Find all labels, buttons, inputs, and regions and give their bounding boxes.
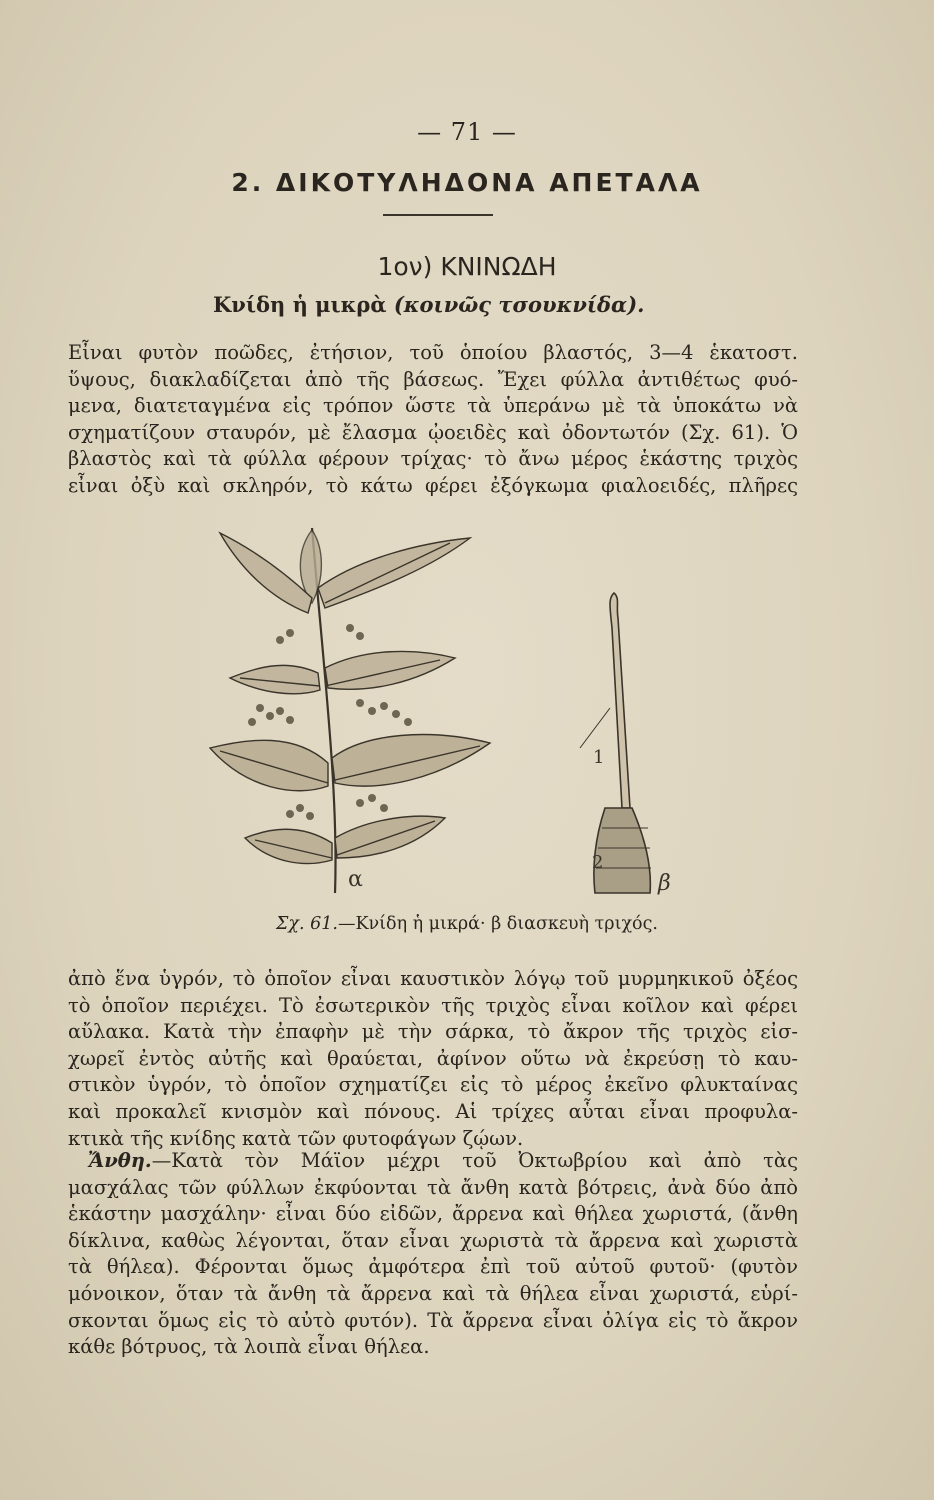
text-line: Εἶναι φυτὸν ποῶδες, ἐτήσιον, τοῦ ὁποίου βλαστός, 3—4 ἑκατοστ. [68,341,798,364]
text-line: ὕψους, διακλαδίζεται ἀπὸ τῆς βάσεως. Ἔχει φύλλα ἀντιθέτως φυό- [68,367,798,391]
text-line: κτικὰ τῆς κνίδης κατὰ τῶν φυτοφάγων ζῴων. [68,1126,524,1150]
text-line: σχηματίζουν σταυρόν, μὲ ἔλασμα ᾠοειδὲς καὶ ὀδοντωτόν (Σχ. 61). Ὁ [68,420,798,444]
species-common-name: (κοινῶς τσουκνίδα). [393,292,645,317]
paragraph-description [68,340,798,500]
text-line: τὸ ὁποῖον περιέχει. Τὸ ἐσωτερικὸν τῆς τριχὸς εἶναι κοῖλον καὶ φέρει [68,993,798,1017]
label-2: 2 [592,852,604,873]
label-b: β [658,871,671,896]
text-line: ἀπὸ ἕνα ὑγρόν, τὸ ὁποῖον εἶναι καυστικὸν λόγῳ τοῦ μυρμηκικοῦ ὀξέος [68,967,798,990]
figure-caption [0,914,934,934]
text-line: στικὸν ὑγρόν, τὸ ὁποῖον σχηματίζει εἰς τὸ μέρος ἐκεῖνο φλυκταίνας [68,1073,798,1097]
text-line: εἶναι ὀξὺ καὶ σκληρόν, τὸ κάτω φέρει ἐξόγκωμα φιαλοειδές, πλῆρες [68,473,798,497]
label-1: 1 [593,747,605,768]
text-line: κάθε βότρυος, τὰ λοιπὰ εἶναι θήλεα. [68,1335,430,1359]
text-run: —Κατὰ τὸν Μάϊον μέχρι τοῦ Ὀκτωβρίου καὶ ἀπὸ τὰς [151,1149,798,1172]
text-line: μόνοικον, ὅταν τὰ ἄνθη τὰ ἄρρενα καὶ τὰ θήλεα εἶναι χωριστά, εὑρί- [68,1281,798,1305]
nettle-illustration [200,508,700,908]
text-line: μασχάλας τῶν φύλλων ἐκφύονται τὰ ἄνθη κατὰ βότρεις, ἀνὰ δύο ἀπὸ [68,1175,798,1199]
species-title [213,292,644,317]
label-a: α [348,867,363,892]
text-line: καὶ προκαλεῖ κνισμὸν καὶ πόνους. Αἱ τρίχες αὗται εἶναι προφυλα- [68,1099,798,1123]
text-line: δίκλινα, καθὼς λέγονται, ὅταν εἶναι χωριστὰ τὰ ἄρρενα καὶ χωριστὰ [68,1228,798,1252]
text-line [68,1148,798,1175]
species-name: Κνίδη ἡ μικρὰ [213,292,387,317]
text-line: σκονται ὅμως εἰς τὸ αὐτὸ φυτόν). Τὰ ἄρρενα εἶναι ὀλίγα εἰς τὸ ἄκρον [68,1308,798,1332]
paragraph-hairs [68,966,798,1152]
text-line: αὔλακα. Κατὰ τὴν ἐπαφὴν μὲ τὴν σάρκα, τὸ ἄκρον τῆς τριχὸς εἰσ- [68,1020,798,1044]
text-line: τὰ θήλεα). Φέρονται ὅμως ἀμφότερα ἐπὶ τοῦ αὐτοῦ φυτοῦ· (φυτὸν [68,1255,798,1279]
text-line: χωρεῖ ἐντὸς αὐτῆς καὶ θραύεται, ἀφίνον οὕτω νὰ ἐκρεύσῃ τὸ καυ- [68,1046,798,1070]
flowers-heading: Ἄνθη. [88,1149,152,1172]
text-line: μενα, διατεταγμένα εἰς τρόπον ὥστε τὰ ὑπεράνω μὲ τὰ ὑποκάτω νὰ [68,394,798,418]
text-line: βλαστὸς καὶ τὰ φύλλα φέρουν τρίχας· τὸ ἄνω μέρος ἑκάστης τριχὸς [68,447,798,471]
page-number: — 71 — [417,118,517,146]
text-line: ἑκάστην μασχάλην· εἶναι δύο εἰδῶν, ἄρρενα καὶ θήλεα χωριστά, (ἄνθη [68,1202,798,1226]
section-heading: 2. ΔΙΚΟΤΥΛΗΔΟΝΑ ΑΠΕΤΑΛΑ [231,168,703,197]
caption-text: —Κνίδη ἡ μικρά· β διασκευὴ τριχός. [337,914,658,934]
subsection-heading: 1ον) ΚΝΙΝΩΔΗ [377,252,557,281]
caption-label: Σχ. 61. [276,914,338,934]
paragraph-flowers [68,1148,798,1361]
heading-rule [383,214,493,216]
